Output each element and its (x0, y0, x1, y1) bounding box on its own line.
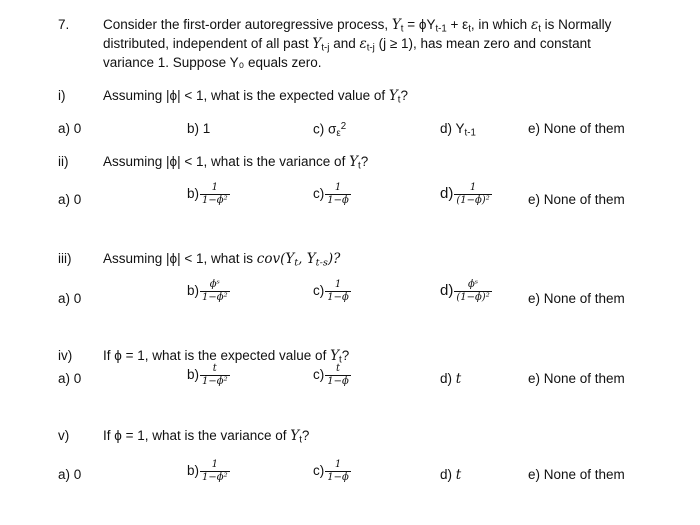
option-label: c) (313, 367, 325, 383)
intro-text: distributed, independent of all past (103, 36, 313, 51)
fraction-denominator: 1−ϕ² (202, 195, 228, 206)
option-c[interactable] (313, 121, 346, 139)
option-c[interactable] (313, 280, 351, 303)
option-sub: t-1 (464, 127, 476, 139)
question-text-part: Assuming |ϕ| < 1, what is the variance of (103, 154, 350, 169)
fraction (200, 183, 230, 206)
question-number: ii) (58, 154, 69, 169)
fraction-denominator: 1−ϕ (327, 292, 349, 303)
intro-sub: t (400, 23, 404, 35)
question-text-part: Assuming |ϕ| < 1, what is (103, 251, 257, 266)
option-label: b) (187, 186, 200, 202)
fraction-denominator: 1−ϕ (327, 195, 349, 206)
problem-intro-line1 (103, 17, 611, 34)
intro-sub: t (538, 23, 541, 35)
option-a[interactable]: a) 0 (58, 291, 82, 306)
fraction-numerator: t (212, 363, 217, 374)
option-label: d) Y (440, 121, 465, 136)
question-number: i) (58, 88, 66, 103)
option-label: b) (187, 283, 200, 299)
option-d[interactable] (440, 121, 476, 138)
problem-intro-line3: variance 1. Suppose Y₀ equals zero. (103, 55, 322, 70)
question-text (103, 428, 309, 445)
option-e[interactable]: e) None of them (528, 121, 625, 136)
option-a[interactable]: a) 0 (58, 371, 82, 386)
option-b[interactable]: b) 1 (187, 121, 211, 136)
fraction-numerator: t (336, 363, 341, 374)
question-text (103, 154, 368, 171)
option-label: c) (313, 186, 325, 202)
question-text-part: If ϕ = 1, what is the expected value of (103, 348, 331, 363)
option-d[interactable] (440, 280, 492, 303)
option-label: c) (313, 463, 325, 479)
fraction (200, 364, 230, 387)
problem-intro-line2 (103, 36, 591, 53)
intro-eq-y: Y (391, 17, 401, 33)
option-d[interactable] (440, 467, 461, 483)
option-label: d) (440, 282, 454, 300)
fraction-numerator: 1 (469, 182, 477, 193)
option-label: c) (313, 283, 325, 299)
question-text-part: If ϕ = 1, what is the variance of (103, 428, 291, 443)
option-c[interactable] (313, 183, 351, 206)
question-text (103, 88, 408, 105)
option-b[interactable] (187, 364, 230, 387)
option-label: d) (440, 467, 456, 482)
question-y: Y (330, 348, 339, 364)
question-number: iv) (58, 348, 73, 363)
fraction (325, 280, 351, 303)
fraction-numerator: 1 (211, 182, 218, 193)
option-label: c) σ (313, 121, 337, 137)
fraction-numerator: 1 (334, 279, 342, 290)
question-sub: t (299, 434, 302, 446)
question-number: iii) (58, 251, 72, 266)
intro-eps: ε (530, 17, 539, 33)
problem-number: 7. (58, 17, 70, 32)
option-d[interactable] (440, 371, 461, 387)
option-var: t (455, 467, 462, 483)
intro-eq-phi: = ϕY (403, 17, 436, 32)
question-cov: , Y (298, 251, 316, 267)
option-a[interactable]: a) 0 (58, 121, 82, 136)
intro-sub: t-j (321, 42, 330, 54)
fraction-denominator: (1−ϕ)² (456, 292, 490, 303)
option-d[interactable] (440, 183, 492, 206)
question-text-part: )? (327, 251, 341, 267)
fraction (325, 183, 351, 206)
option-e[interactable]: e) None of them (528, 291, 625, 306)
option-c[interactable] (313, 364, 351, 387)
question-sub: t (358, 160, 361, 172)
option-a[interactable]: a) 0 (58, 467, 82, 482)
question-sub: t (339, 354, 342, 366)
option-label: d) (440, 185, 454, 203)
option-e[interactable]: e) None of them (528, 467, 625, 482)
option-c[interactable] (313, 460, 351, 483)
intro-text: is Normally (540, 17, 612, 32)
fraction (325, 460, 351, 483)
question-sub: t-s (315, 257, 328, 269)
fraction (454, 183, 491, 206)
fraction (200, 280, 230, 303)
option-b[interactable] (187, 280, 230, 303)
fraction-denominator: 1−ϕ (327, 472, 349, 483)
fraction-denominator: (1−ϕ)² (456, 195, 490, 206)
question-text-part: ? (360, 154, 369, 169)
question-cov: cov(Y (256, 251, 295, 267)
intro-sub: t-1 (435, 23, 447, 35)
option-label: b) (187, 367, 200, 383)
option-a[interactable]: a) 0 (58, 192, 82, 207)
fraction-numerator: 1 (334, 182, 342, 193)
fraction-denominator: 1−ϕ (327, 376, 349, 387)
fraction (200, 460, 230, 483)
question-y: Y (349, 154, 358, 170)
intro-eq-eps: + ε (446, 17, 469, 32)
question-text-part: ? (341, 348, 350, 363)
option-sup: 2 (340, 121, 347, 132)
option-var: t (455, 371, 462, 387)
fraction (454, 280, 491, 303)
intro-y: Y (312, 36, 322, 52)
question-sub: t (294, 257, 299, 269)
question-text-part: ? (400, 88, 408, 103)
option-b[interactable] (187, 183, 230, 206)
fraction-numerator: 1 (334, 459, 342, 470)
fraction-numerator: ϕˢ (209, 279, 220, 290)
option-b[interactable] (187, 460, 230, 483)
intro-sub: t-j (366, 42, 375, 54)
question-text (103, 348, 349, 365)
question-number: v) (58, 428, 70, 443)
question-text-part: ? (301, 428, 310, 443)
fraction-denominator: 1−ϕ² (202, 472, 228, 483)
question-y: Y (388, 88, 398, 104)
option-sub: ε (336, 127, 341, 139)
option-e[interactable]: e) None of them (528, 371, 625, 386)
intro-text: (j ≥ 1), has mean zero and constant (374, 36, 591, 51)
intro-sub: t (468, 23, 471, 35)
intro-text: and (329, 36, 360, 51)
intro-eps: ε (359, 36, 367, 52)
fraction (325, 364, 351, 387)
fraction-denominator: 1−ϕ² (202, 376, 228, 387)
question-text (103, 251, 340, 268)
fraction-numerator: ϕˢ (467, 279, 479, 290)
option-label: b) (187, 463, 200, 479)
option-label: d) (440, 371, 456, 386)
intro-text: Consider the first-order autoregressive process, (103, 17, 392, 32)
question-sub: t (397, 94, 401, 106)
question-text-part: Assuming |ϕ| < 1, what is the expected value of (103, 88, 389, 103)
option-e[interactable]: e) None of them (528, 192, 625, 207)
question-y: Y (290, 428, 300, 444)
fraction-numerator: 1 (211, 459, 218, 470)
fraction-denominator: 1−ϕ² (202, 292, 228, 303)
intro-text: , in which (470, 17, 531, 32)
